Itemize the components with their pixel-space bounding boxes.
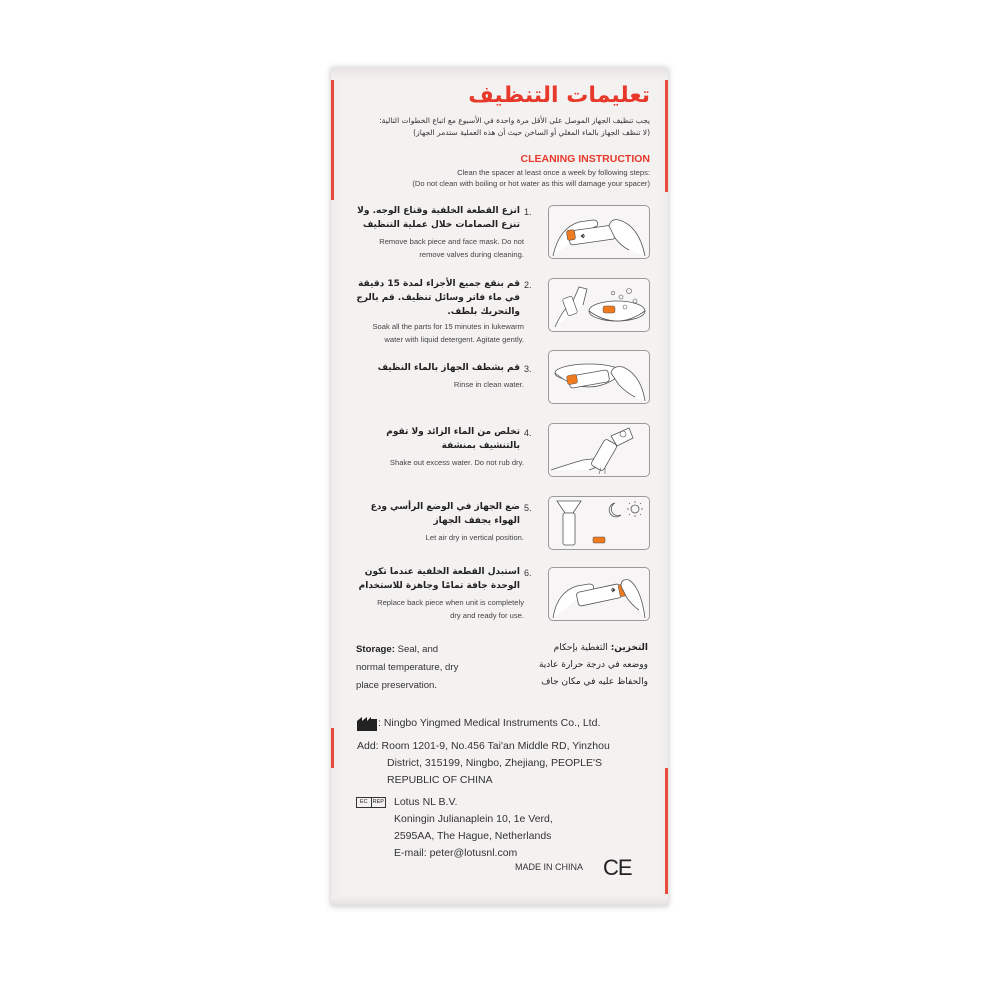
soak-bowl-icon xyxy=(548,278,650,332)
step-arabic-line: تخلص من الماء الزائد ولا تقوم xyxy=(386,427,520,437)
storage-label: Storage: xyxy=(356,644,395,655)
spacer-hands-icon xyxy=(548,205,650,259)
step-english-line: Soak all the parts for 15 minutes in lukewarm xyxy=(372,322,524,331)
step-english-line: Replace back piece when unit is completely xyxy=(377,598,524,607)
storage-arabic-line: ووضعه في درجة حرارة عادية xyxy=(538,660,648,670)
box-top-edge xyxy=(331,68,668,80)
intro-arabic-line: يجب تنظيف الجهاز الموصل على الأقل مرة واحدة في الأسبوع مع اتباع الخطوات التالية: xyxy=(379,116,650,125)
title-english: CLEANING INSTRUCTION xyxy=(520,153,650,165)
manufacturer-name: : Ningbo Yingmed Medical Instruments Co., Ltd. xyxy=(378,717,601,729)
step-arabic-line: قم بشطف الجهاز بالماء النظيف xyxy=(377,363,520,373)
storage-arabic xyxy=(490,640,648,691)
storage-english xyxy=(356,641,476,695)
step-english-line: Let air dry in vertical position. xyxy=(425,533,524,542)
ec-rep-line: Koningin Julianaplein 10, 1e Verd, xyxy=(394,813,553,825)
intro-english-line: (Do not clean with boiling or hot water as this will damage your spacer) xyxy=(412,179,650,188)
step-english-line: dry and ready for use. xyxy=(450,611,524,620)
step-arabic-line: الوحدة جافة تمامًا وجاهزة للاستخدام xyxy=(358,581,520,591)
storage-label-arabic: التخزين: xyxy=(610,643,648,653)
ec-rep-line: E-mail: peter@lotusnl.com xyxy=(394,847,518,859)
air-dry-icon xyxy=(548,496,650,550)
intro-english-line: Clean the spacer at least once a week by following steps: xyxy=(457,168,650,177)
rinse-bowl-icon xyxy=(548,350,650,404)
step-english-line: Remove back piece and face mask. Do not xyxy=(379,237,524,246)
storage-text-line: normal temperature, dry xyxy=(356,662,459,673)
step-number: 3. xyxy=(524,364,532,374)
box-bottom-edge xyxy=(331,896,668,906)
product-box-side xyxy=(331,68,668,906)
step-arabic-line: استبدل القطعة الخلفية عندما تكون xyxy=(364,567,520,577)
step-arabic-line: بالتنشيف بمنشفة xyxy=(441,441,520,451)
ce-mark: CE xyxy=(603,855,632,880)
reassemble-hands-icon xyxy=(548,567,650,621)
storage-arabic-line: والحفاظ عليه في مكان جاف xyxy=(541,677,648,687)
red-stripe xyxy=(665,768,668,894)
step-english-line: Shake out excess water. Do not rub dry. xyxy=(389,458,524,467)
made-in-label: MADE IN CHINA xyxy=(515,862,584,872)
step-english-line: remove valves during cleaning. xyxy=(419,250,524,259)
manufacturer-address-line: Add: Room 1201-9, No.456 Tai'an Middle RD, Yinzhou xyxy=(357,740,610,752)
step-arabic-line: تنزع الصمامات خلال عملية التنظيف xyxy=(362,220,520,230)
storage-arabic-line: التغطية بإحكام xyxy=(553,643,611,653)
manufacturer-icon xyxy=(357,716,377,730)
ec-rep-line: 2595AA, The Hague, Netherlands xyxy=(394,830,552,842)
step-number: 6. xyxy=(524,568,532,578)
title-arabic: تعليمات التنظيف xyxy=(468,83,650,108)
manufacturer-address-line: District, 315199, Ningbo, Zhejiang, PEOPLE'S xyxy=(387,757,603,769)
ec-rep-line: Lotus NL B.V. xyxy=(394,796,458,808)
step-number: 5. xyxy=(524,503,532,513)
step-english-line: water with liquid detergent. Agitate gently. xyxy=(384,335,524,344)
step-arabic-line: الهواء يجفف الجهاز xyxy=(433,516,520,526)
ec-rep-icon: EC REP xyxy=(356,797,386,808)
red-stripe xyxy=(331,728,334,768)
step-arabic-line: ضع الجهاز في الوضع الرأسي ودع xyxy=(370,502,520,512)
step-number: 4. xyxy=(524,428,532,438)
step-english-line: Rinse in clean water. xyxy=(453,380,524,389)
storage-text-line: Seal, and xyxy=(394,644,439,655)
intro-arabic-line: (لا تنظف الجهاز بالماء المغلي أو الساخن حيث أن هذه العملية ستدمر الجهاز) xyxy=(413,128,650,137)
red-stripe xyxy=(665,80,668,192)
step-number: 1. xyxy=(524,207,532,217)
shake-hand-icon xyxy=(548,423,650,477)
storage-text-line: place preservation. xyxy=(356,680,438,691)
manufacturer-address-line: REPUBLIC OF CHINA xyxy=(387,774,493,786)
step-arabic-line: قم بنقع جميع الأجزاء لمدة 15 دقيقة xyxy=(358,279,520,289)
step-arabic-line: في ماء فاتر وسائل تنظيف. قم بالرج xyxy=(356,293,520,303)
step-number: 2. xyxy=(524,280,532,290)
step-arabic-line: انزع القطعة الخلفية وقناع الوجه. ولا xyxy=(357,206,520,216)
step-arabic-line: والتحريك بلطف. xyxy=(447,307,520,317)
